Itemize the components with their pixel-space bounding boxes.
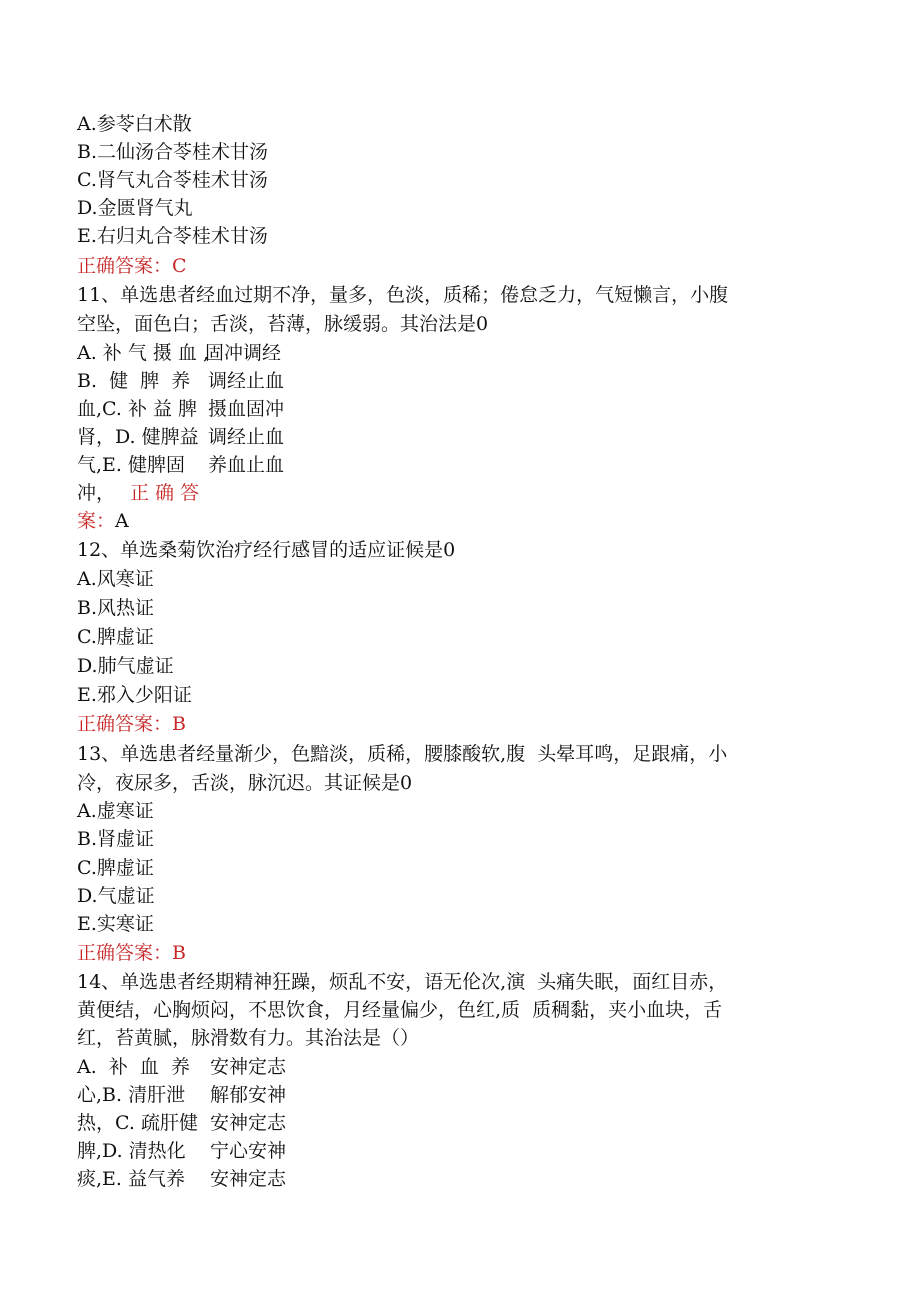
q11-grid-left-6: 冲， [77, 482, 116, 504]
q11-stem-line-2: 空坠，面色白；舌淡，苔薄，脉缓弱。其治法是0 [77, 313, 489, 335]
q11-grid-left-5: 气,E. 健脾固 [77, 454, 185, 476]
q12-option-b: B.风热证 [77, 597, 155, 619]
q11-grid-left-4: 肾，D. 健脾益 [77, 426, 199, 448]
q14-stem-line-3: 红，苔黄腻，脉滑数有力。其治法是（） [77, 1027, 420, 1049]
q11-grid-left-3: 血,C. 补 益 脾 [77, 398, 198, 420]
q11-grid-right-5: 养血止血 [208, 454, 285, 476]
q14-grid-right-2: 解郁安神 [210, 1084, 287, 1106]
q11-stem-line-1: 11、单选患者经血过期不净，量多，色淡，质稀；倦怠乏力，气短懒言，小腹 [77, 284, 729, 306]
q13-option-d: D.气虚证 [77, 885, 155, 907]
q12-option-d: D.肺气虚证 [77, 655, 174, 677]
q13-stem-line-2: 冷，夜尿多，舌淡，脉沉迟。其证候是0 [77, 772, 413, 794]
q12-option-e: E.邪入少阳证 [77, 684, 192, 706]
q14-grid-right-5: 安神定志 [210, 1168, 287, 1190]
q12-option-c: C.脾虚证 [77, 626, 154, 648]
q10-option-d: D.金匮肾气丸 [77, 197, 193, 219]
q13-option-b: B.肾虚证 [77, 828, 155, 850]
q14-grid-right-4: 宁心安神 [210, 1140, 287, 1162]
q11-answer-value: A [115, 510, 129, 532]
q11-grid-right-4: 调经止血 [208, 426, 285, 448]
q14-grid-right-1: 安神定志 [210, 1056, 287, 1078]
q12-option-a: A.风寒证 [77, 568, 154, 590]
q11-grid-left-2: B. 健 脾 养 [77, 370, 191, 392]
q10-answer: 正确答案：C [77, 255, 187, 277]
q14-grid-left-3: 热，C. 疏肝健 [77, 1112, 198, 1134]
q14-grid-right-3: 安神定志 [210, 1112, 287, 1134]
q10-option-e: E.右归丸合苓桂术甘汤 [77, 225, 268, 247]
q13-answer: 正确答案：B [77, 942, 186, 964]
q10-option-a: A.参苓白术散 [77, 113, 192, 135]
q11-grid-right-2: 调经止血 [208, 370, 285, 392]
q13-option-a: A.虚寒证 [77, 800, 154, 822]
q13-option-e: E.实寒证 [77, 913, 154, 935]
q13-option-c: C.脾虚证 [77, 857, 154, 879]
q11-answer-part-1: 正 确 答 [130, 482, 200, 504]
q14-grid-left-5: 痰,E. 益气养 [77, 1168, 185, 1190]
q10-option-c: C.肾气丸合苓桂术甘汤 [77, 169, 268, 191]
q14-grid-left-2: 心,B. 清肝泄 [77, 1084, 186, 1106]
q14-grid-left-1: A. 补 血 养 [77, 1056, 190, 1078]
q10-option-b: B.二仙汤合苓桂术甘汤 [77, 141, 269, 163]
q11-grid-right-3: 摄血固冲 [208, 398, 285, 420]
q11-answer-part-2: 案： [77, 510, 116, 532]
q12-answer: 正确答案：B [77, 713, 186, 735]
q12-stem: 12、单选桑菊饮治疗经行感冒的适应证候是0 [77, 539, 456, 561]
q11-answer-line [77, 508, 129, 534]
q11-grid-left-1: A. 补 气 摄 血 , [77, 342, 209, 364]
q14-grid-left-4: 脾,D. 清热化 [77, 1140, 186, 1162]
q14-stem-line-2: 黄便结，心胸烦闷，不思饮食，月经量偏少，色红,质 质稠黏，夹小血块，舌 [77, 999, 723, 1021]
q11-grid-right-1: 固冲调经 [205, 342, 282, 364]
q14-stem-line-1: 14、单选患者经期精神狂躁，烦乱不安，语无伦次,演 头痛失眠，面红目赤， [77, 971, 728, 993]
q13-stem-line-1: 13、单选患者经量渐少，色黯淡，质稀，腰膝酸软,腹 头晕耳鸣，足跟痛，小 [77, 743, 728, 765]
